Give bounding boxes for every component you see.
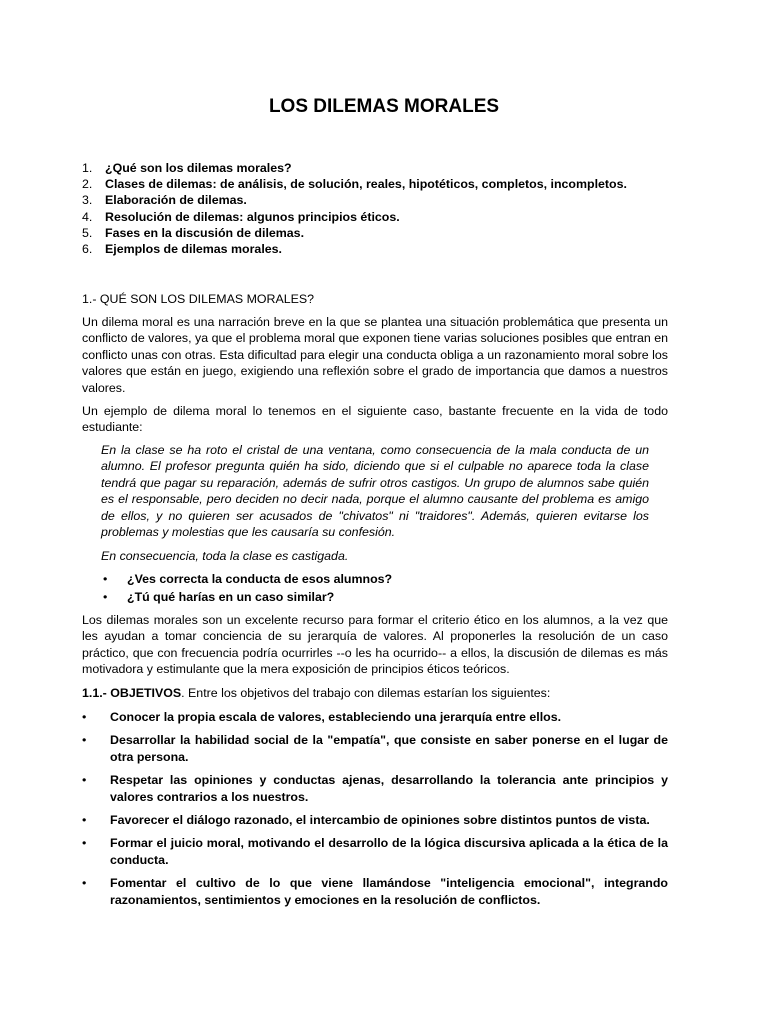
bullet-icon: • <box>82 733 87 748</box>
objectives-label: 1.1.- OBJETIVOS <box>82 686 182 700</box>
paragraph-resource: Los dilemas morales son un excelente recurso para formar el criterio ético en los alumnos, a la vez que les ayudan a tomar conciencia de su jerarquía de valores. Al proponerles la resolución de un caso práctico, que con frecuencia podría ocurrirles --o les ha ocurrido-- a ellos, la discusión de dilemas es más motivadora y estimulante que la mera exposición de principios éticos teóricos. <box>82 613 668 677</box>
toc-number: 5. <box>82 225 93 240</box>
toc-item <box>82 225 627 241</box>
objective-text: Formar el juicio moral, motivando el desarrollo de la lógica discursiva aplicada a la ética de la conducta. <box>110 836 668 867</box>
objective-item <box>82 812 668 828</box>
objective-text: Fomentar el cultivo de lo que viene llamándose "inteligencia emocional", integrando razonamientos, sentimientos y emociones en la resolución de conflictos. <box>110 876 668 907</box>
toc-item <box>82 176 627 192</box>
toc-number: 3. <box>82 193 93 208</box>
bullet-icon: • <box>103 589 108 604</box>
objective-item <box>82 732 668 765</box>
question-item <box>101 571 392 589</box>
toc-item <box>82 192 627 208</box>
objective-item <box>82 709 668 725</box>
objective-text: Desarrollar la habilidad social de la "empatía", que consiste en saber ponerse en el lugar de otra persona. <box>110 733 668 764</box>
toc-number: 6. <box>82 241 93 256</box>
bullet-icon: • <box>82 876 87 891</box>
toc-text: Resolución de dilemas: algunos principios éticos. <box>105 209 400 224</box>
toc-item <box>82 209 627 225</box>
toc-number: 2. <box>82 177 93 192</box>
toc-text: ¿Qué son los dilemas morales? <box>105 161 292 175</box>
question-list <box>101 571 392 606</box>
bullet-icon: • <box>82 773 87 788</box>
paragraph-definition: Un dilema moral es una narración breve en la que se plantea una situación problemática que presenta un conflicto de valores, ya que el problema moral que exponen tiene varias soluciones posibles que entran en conflicto unas con otras. Esta dificultad para elegir una conducta obliga a un razonamiento moral sobre los valores que están en juego, exigiendo una reflexión sobre el grado de importancia que damos a nuestros valores. <box>82 315 668 395</box>
paragraph-example-intro: Un ejemplo de dilema moral lo tenemos en el siguiente caso, bastante frecuente en la vida de todo estudiante: <box>82 404 668 435</box>
toc-item <box>82 241 627 257</box>
objectives-intro-text: . Entre los objetivos del trabajo con dilemas estarían los siguientes: <box>181 686 551 700</box>
question-text: ¿Tú qué harías en un caso similar? <box>127 589 335 604</box>
table-of-contents <box>82 160 627 257</box>
toc-text: Fases en la discusión de dilemas. <box>105 225 305 240</box>
objective-text: Respetar las opiniones y conductas ajenas, desarrollando la tolerancia ante principios y valores contrarios a los nuestros. <box>110 773 668 804</box>
objective-text: Conocer la propia escala de valores, estableciendo una jerarquía entre ellos. <box>110 710 562 724</box>
toc-number: 4. <box>82 209 93 224</box>
objective-text: Favorecer el diálogo razonado, el intercambio de opiniones sobre distintos puntos de vista. <box>110 813 650 828</box>
objectives-list <box>82 709 668 908</box>
toc-text: Clases de dilemas: de análisis, de solución, reales, hipotéticos, completos, incompletos. <box>105 177 627 192</box>
toc-item <box>82 160 627 176</box>
example-quote: En la clase se ha roto el cristal de una ventana, como consecuencia de la mala conducta de un alumno. El profesor pregunta quién ha sido, diciendo que si el culpable no aparece toda la clase tendrá que pagar su reparación, además de sufrir otros castigos. Un grupo de alumnos sabe quién es el responsable, pero deciden no decir nada, porque el alumno causante del problema es amigo de ellos, y no quieren ser acusados de "chivatos" ni "traidores". Además, quieren evitarse los problemas y molestias que les causaría su confesión. <box>101 443 649 540</box>
toc-text: Ejemplos de dilemas morales. <box>105 241 282 256</box>
bullet-icon: • <box>82 813 87 828</box>
document-title: LOS DILEMAS MORALES <box>268 96 500 117</box>
example-quote-conclusion: En consecuencia, toda la clase es castigada. <box>101 549 349 563</box>
bullet-icon: • <box>82 836 87 851</box>
question-item <box>101 589 392 607</box>
question-text: ¿Ves correcta la conducta de esos alumnos? <box>127 572 393 586</box>
bullet-icon: • <box>103 572 108 586</box>
objectives-intro <box>82 685 668 701</box>
objective-item <box>82 875 668 908</box>
toc-text: Elaboración de dilemas. <box>105 193 247 208</box>
section-heading: 1.- QUÉ SON LOS DILEMAS MORALES? <box>82 292 315 306</box>
objective-item <box>82 772 668 805</box>
toc-number: 1. <box>82 161 93 175</box>
objective-item <box>82 835 668 868</box>
bullet-icon: • <box>82 710 87 724</box>
